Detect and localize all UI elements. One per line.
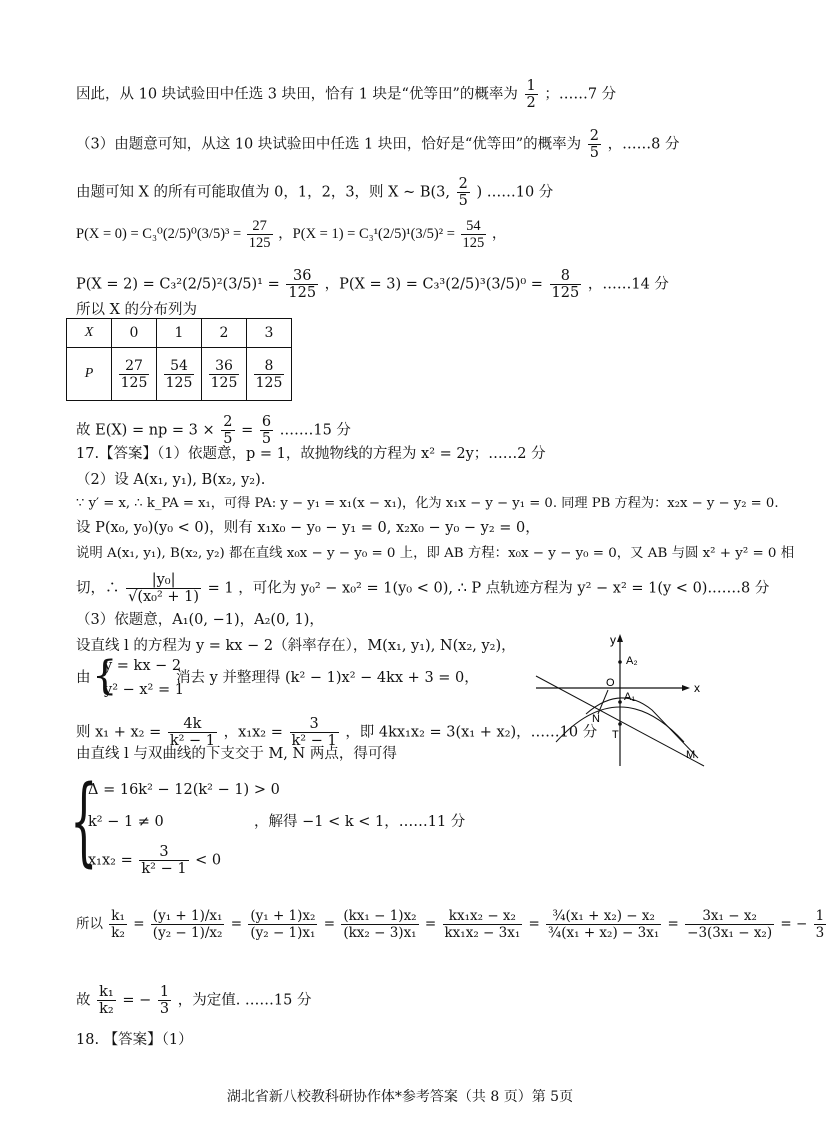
system2-tail: ，解得 −1 < k < 1，……11 分 xyxy=(254,814,466,830)
frac-num: 1 xyxy=(526,78,536,94)
frac-den: k² − 1 xyxy=(141,861,187,877)
text-q17-9a: 由 xyxy=(76,670,91,686)
ratio-conclusion xyxy=(76,984,311,1017)
frac-prod-b xyxy=(139,844,188,877)
frac-8-125 xyxy=(550,268,582,301)
frac-den: 125 xyxy=(248,235,271,251)
frac-num: 27 xyxy=(247,218,273,235)
frac-num: |y₀| xyxy=(126,572,201,589)
row-label-p: P xyxy=(67,348,112,401)
frac-27-125 xyxy=(247,218,273,251)
text-ex-mid: = xyxy=(241,422,254,439)
frac-k1k2-b xyxy=(97,984,116,1017)
text-q17-10b: ，x₁x₂ = xyxy=(223,724,283,741)
line-part3-prob xyxy=(76,128,679,161)
q17-line5: 说明 A(x₁, y₁), B(x₂, y₂) 都在直线 x₀x − y − y₀ = 0 上，即 AB 方程：x₀x − y − y₀ = 0，又 AB 与圆 x² + y² = 0 相 xyxy=(76,546,795,561)
text-p3: ，P(X = 3) = C₃³(2/5)³(3/5)⁰ = xyxy=(324,276,543,293)
text-l1-tail: ；……7 分 xyxy=(544,86,617,103)
frac-den: (kx₂ − 3)x₁ xyxy=(343,925,417,941)
eq-sign: = xyxy=(667,916,679,932)
frac-den: k₂ xyxy=(99,1001,114,1017)
segment-on xyxy=(598,690,608,714)
label-o: O xyxy=(606,677,615,689)
q17-line11: 由直线 l 与双曲线的下支交于 M, N 两点，得可得 xyxy=(76,746,397,762)
text-q17-10a: 则 x₁ + x₂ = xyxy=(76,724,162,741)
brace-system2: { xyxy=(70,765,98,877)
header-0: 0 xyxy=(112,319,157,348)
q17-line6 xyxy=(76,572,769,605)
q18-line: 18. 【答案】（1） xyxy=(76,1032,193,1048)
system2-eq1: Δ = 16k² − 12(k² − 1) > 0 xyxy=(88,782,280,798)
line-p0-p1: P(X = 0) = C₃⁰(2/5)⁰(3/5)³ = $\frac{27}{125}$ ，P(X = 1) = C₃¹(2/5)¹(3/5)² = $\frac{54}{125}$ ， xyxy=(76,218,507,251)
line-binomial xyxy=(76,176,553,209)
text-ratio-tail: 故 xyxy=(76,992,91,1009)
text-sys3a: x₁x₂ = xyxy=(88,852,133,869)
table-row xyxy=(67,348,292,401)
frac-r6 xyxy=(685,908,774,941)
eq-sign: = xyxy=(230,916,243,932)
frac-den: 125 xyxy=(255,374,283,391)
frac-num: k₁ xyxy=(111,908,125,924)
frac-den: 125 xyxy=(288,285,317,301)
frac-num: k₁ xyxy=(99,984,114,1000)
text-l1: 因此，从 10 块试验田中任选 3 块田，恰有 1 块是“优等田”的概率为 xyxy=(76,86,518,103)
frac-r7 xyxy=(814,908,827,941)
frac-num: 8 xyxy=(254,358,285,375)
eq-sign: = xyxy=(424,916,437,932)
label-t: T xyxy=(612,729,619,741)
tangent-curve xyxy=(586,698,698,758)
label-a1: A₁ xyxy=(624,691,636,703)
q17-line1: 17.【答案】（1）依题意，p = 1，故抛物线的方程为 x² = 2y；……2 分 xyxy=(76,446,546,462)
frac-den: k² − 1 xyxy=(291,733,337,749)
eq-sign: = xyxy=(323,916,336,932)
frac-den: 5 xyxy=(223,431,233,447)
frac-den: 125 xyxy=(165,374,193,391)
system2-eq2: k² − 1 ≠ 0 xyxy=(88,814,164,830)
distribution-table xyxy=(66,318,292,401)
text-ex-tail: .……15 分 xyxy=(279,422,351,439)
frac-36-125 xyxy=(286,268,318,301)
eq-sign: = xyxy=(528,916,540,932)
frac-r3 xyxy=(341,908,418,941)
frac-num: 54 xyxy=(461,218,487,235)
cell-p1 xyxy=(157,348,202,401)
text-q17-6b: = 1 ，可化为 y₀² − x₀² = 1(y₀ < 0), ∴ P 点轨迹方程为 y² − x² = 1(y < 0).……8 分 xyxy=(207,580,770,597)
brace-system1: { xyxy=(92,653,118,699)
q17-line7: （3）依题意，A₁(0, −1)，A₂(0, 1)， xyxy=(76,612,324,628)
frac-r2 xyxy=(248,908,317,941)
frac-two-fifths-b xyxy=(457,176,470,209)
frac-r1 xyxy=(151,908,225,941)
ratio-chain xyxy=(76,908,828,941)
frac-num: (y₁ + 1)x₂ xyxy=(250,908,316,924)
line-prob-one-superior xyxy=(76,78,616,111)
header-x: X xyxy=(67,319,112,348)
point-a1 xyxy=(618,700,622,704)
q17-line4: 设 P(x₀, y₀)(y₀ < 0)，则有 x₁x₀ − y₀ − y₁ = 0, x₂x₀ − y₀ − y₂ = 0， xyxy=(76,520,540,536)
frac-num: 3 xyxy=(290,716,339,733)
frac-num: 3 xyxy=(139,844,188,861)
text-l2: （3）由题意可知，从这 10 块试验田中任选 1 块田，恰好是“优等田”的概率为 xyxy=(76,136,582,153)
frac-num: (y₁ + 1)/x₁ xyxy=(152,908,223,924)
header-1: 1 xyxy=(157,319,202,348)
label-m: M xyxy=(686,749,696,761)
text-ratio-end: ，为定值. ……15 分 xyxy=(177,992,312,1009)
system1-eq2: y² − x² = 1 xyxy=(104,682,184,698)
frac-den: 125 xyxy=(551,285,580,301)
frac-num: 2 xyxy=(458,176,468,192)
frac-six-fifths xyxy=(260,414,273,447)
frac-den: 125 xyxy=(120,374,148,391)
text-q17-6a: 切，∴ xyxy=(76,580,120,597)
frac-num: 1 xyxy=(159,984,170,1000)
frac-den: 2 xyxy=(526,95,536,111)
cell-p3 xyxy=(247,348,292,401)
frac-half xyxy=(525,78,538,111)
line-expectation xyxy=(76,414,351,447)
frac-num: 3x₁ − x₂ xyxy=(685,908,774,925)
frac-two-fifths xyxy=(588,128,601,161)
header-2: 2 xyxy=(202,319,247,348)
frac-num: 27 xyxy=(119,358,150,375)
frac-k1k2 xyxy=(109,908,127,941)
frac-num: 1 xyxy=(815,908,825,924)
frac-den: 3 xyxy=(159,1001,170,1017)
frac-two-fifths-c xyxy=(221,414,234,447)
text-ex: 故 E(X) = np = 3 × xyxy=(76,422,215,439)
frac-num: 6 xyxy=(261,414,272,430)
frac-num: 2 xyxy=(223,414,233,430)
frac-54-125 xyxy=(461,218,487,251)
cell-p2 xyxy=(202,348,247,401)
q17-line8: 设直线 l 的方程为 y = kx − 2（斜率存在），M(x₁, y₁), N(x₂, y₂)， xyxy=(76,638,516,654)
frac-num: ¾(x₁ + x₂) − x₂ xyxy=(546,908,661,925)
dist-intro: 所以 X 的分布列为 xyxy=(76,302,198,318)
system1-eq1: y = kx − 2 xyxy=(104,658,182,674)
frac-num: 36 xyxy=(286,268,318,285)
point-t xyxy=(618,722,622,726)
text-p2: P(X = 2) = C₃²(2/5)²(3/5)¹ = xyxy=(76,276,280,293)
hyperbola-figure xyxy=(534,632,714,768)
q17-line2: （2）设 A(x₁, y₁), B(x₂, y₂). xyxy=(76,472,266,488)
q17-line9 xyxy=(76,668,91,688)
label-a2: A₂ xyxy=(626,655,638,667)
frac-den: k₂ xyxy=(111,925,125,941)
frac-den: 5 xyxy=(458,193,468,209)
frac-den: k² − 1 xyxy=(169,733,216,749)
text-q17-10c: ，即 4kx₁x₂ = 3(x₁ + x₂)，……10 分 xyxy=(345,724,598,741)
frac-den: 5 xyxy=(589,145,600,161)
frac-den: kx₁x₂ − 3x₁ xyxy=(444,925,521,941)
table-row xyxy=(67,319,292,348)
header-3: 3 xyxy=(247,319,292,348)
frac-den: √(x₀² + 1) xyxy=(128,589,200,605)
frac-num: 4k xyxy=(168,716,217,733)
system1-tail: 消去 y 并整理得 (k² − 1)x² − 4kx + 3 = 0， xyxy=(176,670,479,686)
frac-den: (y₂ − 1)/x₂ xyxy=(152,925,223,941)
frac-den: (y₂ − 1)x₁ xyxy=(250,925,316,941)
frac-num: 2 xyxy=(589,128,600,144)
frac-num: (kx₁ − 1)x₂ xyxy=(343,908,417,924)
text-p0: P(X = 0) = C₃⁰(2/5)⁰(3/5)³ = xyxy=(76,225,242,242)
frac-den: 3 xyxy=(815,925,825,941)
neg-sign: = − xyxy=(780,916,808,932)
text-ratio-lead: 所以 xyxy=(76,916,103,932)
text-l3-tail: ) ……10 分 xyxy=(476,184,554,201)
x-axis-arrow xyxy=(682,685,690,691)
frac-num: kx₁x₂ − x₂ xyxy=(443,908,523,925)
q17-line3: ∵ y′ = x, ∴ k_PA = x₁，可得 PA: y − y₁ = x₁(x − x₁)，化为 x₁x − y − y₁ = 0. 同理 PB 方程为：x₂x − y − y₂ = 0. xyxy=(76,496,779,511)
text-l3: 由题可知 X 的所有可能取值为 0，1，2，3，则 X ~ B(3, xyxy=(76,184,450,201)
frac-r4 xyxy=(443,908,523,941)
page-footer: 湖北省新八校教科研协作体*参考答案（共 8 页）第 5页 xyxy=(226,1089,574,1105)
frac-num: 54 xyxy=(164,358,195,375)
y-axis-arrow xyxy=(617,634,623,642)
text-sys3b: < 0 xyxy=(195,852,222,869)
label-n: N xyxy=(592,713,600,725)
frac-den: −3(3x₁ − x₂) xyxy=(687,925,773,941)
text-p1: ，P(X = 1) = C₃¹(2/5)¹(3/5)² = xyxy=(278,225,455,242)
frac-den: 125 xyxy=(462,235,485,251)
frac-r7-b xyxy=(158,984,171,1017)
cell-p0 xyxy=(112,348,157,401)
neg-sign: = − xyxy=(122,992,152,1009)
system2-eq3 xyxy=(88,844,221,877)
frac-num: 8 xyxy=(550,268,582,285)
text-p3-tail: ，……14 分 xyxy=(587,276,669,293)
frac-den: 5 xyxy=(261,431,272,447)
label-x: x xyxy=(694,681,700,695)
line-p2-p3 xyxy=(76,268,669,301)
point-a2 xyxy=(618,660,622,664)
frac-den: ¾(x₁ + x₂) − 3x₁ xyxy=(548,925,660,941)
eq-sign: = xyxy=(133,916,145,932)
frac-num: 36 xyxy=(209,358,240,375)
frac-distance xyxy=(126,572,201,605)
frac-r5 xyxy=(546,908,661,941)
text-l2-tail: ，……8 分 xyxy=(607,136,680,153)
frac-den: 125 xyxy=(210,374,238,391)
label-y: y xyxy=(610,633,616,647)
